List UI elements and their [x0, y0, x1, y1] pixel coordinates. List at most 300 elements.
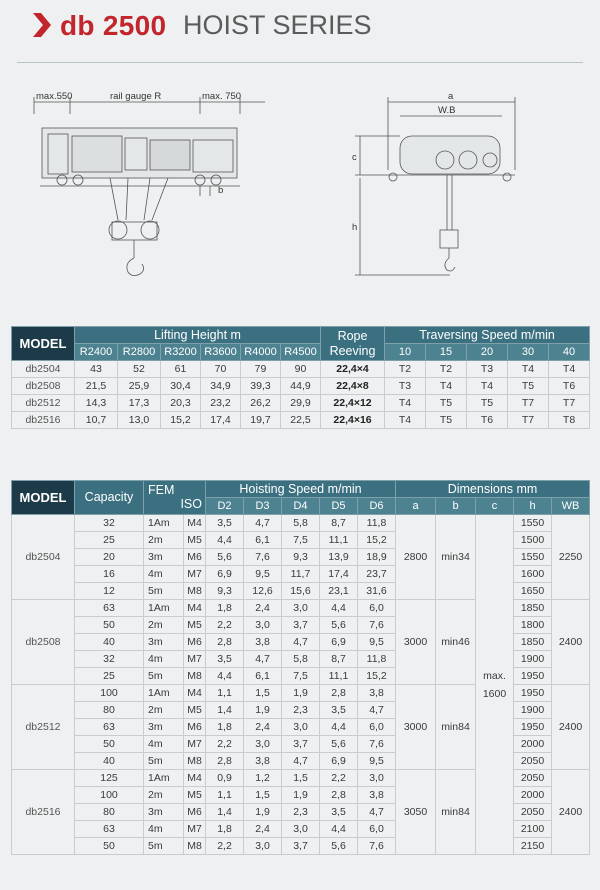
- t1-lift-cell: 43: [75, 361, 118, 378]
- t2-hoist-cell: 4,4: [206, 668, 244, 685]
- t2-hoist-cell: 4,7: [282, 634, 320, 651]
- t1-lift-col-2: R3200: [161, 344, 201, 361]
- t2-hoist-cell: 4,7: [358, 804, 396, 821]
- t2-hoist-col-2: D4: [282, 498, 320, 515]
- dim-max-left: max.550: [36, 91, 73, 102]
- t2-capacity-cell: 32: [75, 651, 144, 668]
- t1-lift-cell: 17,3: [118, 395, 161, 412]
- t2-hoist-cell: 3,0: [282, 719, 320, 736]
- t2-hoist-cell: 17,4: [320, 566, 358, 583]
- t2-dim-b-cell: min84: [436, 685, 476, 770]
- t1-speed-cell: T5: [426, 395, 467, 412]
- t2-dim-h-cell: 2050: [514, 770, 552, 787]
- t2-fem-cell: 3m: [144, 719, 184, 736]
- t1-lift-cell: 44,9: [281, 378, 321, 395]
- t2-capacity-cell: 125: [75, 770, 144, 787]
- t2-iso-cell: M8: [184, 668, 206, 685]
- t2-iso-cell: M7: [184, 566, 206, 583]
- t2-hoist-cell: 3,0: [244, 617, 282, 634]
- t2-hoist-cell: 3,7: [282, 838, 320, 855]
- t1-lift-cell: 14,3: [75, 395, 118, 412]
- t1-model-cell: db2508: [12, 378, 75, 395]
- t2-dim-a-cell: 3000: [396, 685, 436, 770]
- t2-dim-b-cell: min84: [436, 770, 476, 855]
- t1-model-cell: db2504: [12, 361, 75, 378]
- t1-lift-cell: 39,3: [241, 378, 281, 395]
- t2-hoist-cell: 3,8: [358, 685, 396, 702]
- t2-hoist-cell: 7,6: [358, 838, 396, 855]
- t2-hoisting-header: Hoisting Speed m/min: [206, 481, 396, 498]
- t2-hoist-cell: 1,1: [206, 685, 244, 702]
- t2-hoist-cell: 2,3: [282, 804, 320, 821]
- t1-lift-cell: 70: [201, 361, 241, 378]
- t2-hoist-cell: 3,5: [320, 804, 358, 821]
- t2-dim-h-cell: 1950: [514, 668, 552, 685]
- dim-c: c: [352, 152, 357, 163]
- t2-hoist-cell: 23,7: [358, 566, 396, 583]
- t2-hoist-cell: 4,7: [282, 753, 320, 770]
- t2-hoist-cell: 4,4: [320, 600, 358, 617]
- t2-iso-cell: M6: [184, 549, 206, 566]
- t1-speed-cell: T7: [508, 412, 549, 429]
- t2-dim-h-cell: 2150: [514, 838, 552, 855]
- t2-hoist-cell: 1,5: [244, 685, 282, 702]
- t2-hoist-cell: 13,9: [320, 549, 358, 566]
- t1-lift-cell: 17,4: [201, 412, 241, 429]
- t2-hoist-cell: 3,0: [244, 838, 282, 855]
- t1-speed-cell: T4: [508, 361, 549, 378]
- t2-fem-cell: 1Am: [144, 770, 184, 787]
- t1-model-header: MODEL: [12, 327, 75, 361]
- t2-iso-cell: M8: [184, 838, 206, 855]
- t2-fem-cell: 5m: [144, 668, 184, 685]
- t1-lift-col-5: R4500: [281, 344, 321, 361]
- t2-hoist-cell: 4,4: [206, 532, 244, 549]
- t2-hoist-cell: 1,4: [206, 804, 244, 821]
- lifting-height-table: [11, 326, 590, 429]
- t2-hoist-cell: 31,6: [358, 583, 396, 600]
- t1-speed-cell: T8: [549, 412, 590, 429]
- t2-capacity-cell: 100: [75, 685, 144, 702]
- t2-hoist-cell: 4,4: [320, 821, 358, 838]
- t2-hoist-cell: 5,6: [206, 549, 244, 566]
- t1-lift-cell: 52: [118, 361, 161, 378]
- t2-dim-col-1: b: [436, 498, 476, 515]
- t2-hoist-cell: 9,3: [282, 549, 320, 566]
- t2-iso-cell: M6: [184, 634, 206, 651]
- t2-hoist-cell: 6,9: [206, 566, 244, 583]
- t2-hoist-cell: 1,8: [206, 719, 244, 736]
- t2-hoist-cell: 11,1: [320, 532, 358, 549]
- t2-hoist-cell: 2,3: [282, 702, 320, 719]
- t2-iso-cell: M5: [184, 532, 206, 549]
- t2-capacity-cell: 25: [75, 532, 144, 549]
- t2-dim-h-cell: 1950: [514, 685, 552, 702]
- t2-hoist-cell: 3,0: [282, 821, 320, 838]
- t2-dimensions-header: Dimensions mm: [396, 481, 590, 498]
- t2-hoist-cell: 5,6: [320, 838, 358, 855]
- t2-dim-wb-cell: 2400: [552, 600, 590, 685]
- t2-dim-h-cell: 1650: [514, 583, 552, 600]
- t1-lift-cell: 15,2: [161, 412, 201, 429]
- t2-dim-h-cell: 2050: [514, 804, 552, 821]
- t2-hoist-cell: 9,5: [358, 753, 396, 770]
- t2-fem-cell: 2m: [144, 617, 184, 634]
- t2-hoist-cell: 7,6: [358, 736, 396, 753]
- t1-speed-cell: T2: [385, 361, 426, 378]
- t2-hoist-cell: 15,2: [358, 532, 396, 549]
- t2-hoist-cell: 5,8: [282, 651, 320, 668]
- t2-dim-h-cell: 1850: [514, 634, 552, 651]
- t2-hoist-cell: 6,0: [358, 600, 396, 617]
- t1-speed-col-1: 15: [426, 344, 467, 361]
- t1-lift-col-0: R2400: [75, 344, 118, 361]
- t1-speed-col-0: 10: [385, 344, 426, 361]
- t2-hoist-cell: 7,6: [244, 549, 282, 566]
- t1-speed-cell: T3: [385, 378, 426, 395]
- dim-rail-gauge: rail gauge R: [110, 91, 162, 102]
- t1-lift-cell: 30,4: [161, 378, 201, 395]
- t2-hoist-cell: 3,8: [244, 634, 282, 651]
- dim-wb: W.B: [438, 105, 456, 116]
- t2-fem-cell: 5m: [144, 753, 184, 770]
- t1-rope-header-line2: Reeving: [329, 343, 376, 358]
- hoisting-speed-table: [11, 480, 590, 855]
- t2-hoist-cell: 3,5: [320, 702, 358, 719]
- t2-iso-cell: M8: [184, 753, 206, 770]
- t2-hoist-cell: 4,7: [244, 515, 282, 532]
- dim-h: h: [352, 222, 358, 233]
- t2-hoist-cell: 2,8: [320, 685, 358, 702]
- t2-hoist-cell: 15,2: [358, 668, 396, 685]
- t2-hoist-cell: 6,1: [244, 668, 282, 685]
- t2-hoist-cell: 8,7: [320, 651, 358, 668]
- t2-hoist-cell: 0,9: [206, 770, 244, 787]
- t2-hoist-col-3: D5: [320, 498, 358, 515]
- t2-iso-cell: M6: [184, 804, 206, 821]
- t1-speed-cell: T5: [467, 395, 508, 412]
- t2-capacity-cell: 32: [75, 515, 144, 532]
- t2-hoist-cell: 1,8: [206, 600, 244, 617]
- t2-fem-cell: 1Am: [144, 600, 184, 617]
- t2-hoist-col-4: D6: [358, 498, 396, 515]
- t2-hoist-cell: 9,5: [244, 566, 282, 583]
- t1-lift-cell: 19,7: [241, 412, 281, 429]
- t1-lift-col-4: R4000: [241, 344, 281, 361]
- t2-dim-a-cell: 3000: [396, 600, 436, 685]
- t2-hoist-cell: 5,6: [320, 617, 358, 634]
- t1-speed-cell: T4: [385, 412, 426, 429]
- t2-hoist-cell: 3,0: [358, 770, 396, 787]
- t2-capacity-cell: 80: [75, 804, 144, 821]
- t2-iso-cell: M7: [184, 736, 206, 753]
- t2-hoist-cell: 2,2: [320, 770, 358, 787]
- t1-speed-cell: T3: [467, 361, 508, 378]
- t2-dim-a-cell: 3050: [396, 770, 436, 855]
- t1-model-cell: db2516: [12, 412, 75, 429]
- t2-hoist-cell: 11,7: [282, 566, 320, 583]
- t2-capacity-cell: 12: [75, 583, 144, 600]
- t2-iso-cell: M7: [184, 651, 206, 668]
- t2-capacity-cell: 63: [75, 719, 144, 736]
- table-row: [12, 361, 590, 378]
- t1-speed-cell: T4: [385, 395, 426, 412]
- t2-capacity-header: Capacity: [75, 481, 144, 515]
- t2-dim-h-cell: 1900: [514, 651, 552, 668]
- t2-fem-iso-header: [144, 481, 206, 515]
- t1-speed-cell: T4: [426, 378, 467, 395]
- t2-hoist-cell: 3,8: [358, 787, 396, 804]
- t2-dim-h-cell: 1550: [514, 549, 552, 566]
- t2-fem-cell: 3m: [144, 804, 184, 821]
- t2-hoist-cell: 5,8: [282, 515, 320, 532]
- t2-hoist-cell: 15,6: [282, 583, 320, 600]
- t2-dim-col-2: c: [476, 498, 514, 515]
- t2-dim-wb-cell: 2400: [552, 685, 590, 770]
- t1-speed-cell: T2: [426, 361, 467, 378]
- t2-fem-cell: 2m: [144, 702, 184, 719]
- t2-hoist-col-1: D3: [244, 498, 282, 515]
- t2-capacity-cell: 100: [75, 787, 144, 804]
- t2-hoist-cell: 5,6: [320, 736, 358, 753]
- t2-hoist-cell: 2,4: [244, 719, 282, 736]
- t2-hoist-cell: 2,2: [206, 838, 244, 855]
- t2-dim-h-cell: 1500: [514, 532, 552, 549]
- t1-lift-cell: 13,0: [118, 412, 161, 429]
- t2-model-cell: db2516: [12, 770, 75, 855]
- t1-lift-cell: 26,2: [241, 395, 281, 412]
- t2-iso-header: ISO: [180, 497, 202, 511]
- t2-capacity-cell: 50: [75, 736, 144, 753]
- t2-hoist-cell: 23,1: [320, 583, 358, 600]
- t1-speed-col-3: 30: [508, 344, 549, 361]
- t2-hoist-cell: 1,4: [206, 702, 244, 719]
- t1-speed-cell: T5: [508, 378, 549, 395]
- t1-lift-cell: 21,5: [75, 378, 118, 395]
- t2-fem-cell: 3m: [144, 549, 184, 566]
- t1-rope-header-line1: Rope: [337, 328, 368, 343]
- t2-hoist-cell: 2,4: [244, 600, 282, 617]
- t2-iso-cell: M4: [184, 515, 206, 532]
- t2-hoist-cell: 11,1: [320, 668, 358, 685]
- t1-speed-cell: T7: [508, 395, 549, 412]
- table-row: [12, 395, 590, 412]
- t2-hoist-cell: 1,9: [244, 804, 282, 821]
- t1-rope-cell: 22,4×12: [321, 395, 385, 412]
- t2-hoist-cell: 1,8: [206, 821, 244, 838]
- header-divider: [17, 62, 583, 63]
- t2-hoist-cell: 1,1: [206, 787, 244, 804]
- dim-b: b: [218, 185, 224, 196]
- t2-hoist-cell: 9,3: [206, 583, 244, 600]
- t2-capacity-cell: 50: [75, 617, 144, 634]
- page-title-series: HOIST SERIES: [183, 10, 372, 40]
- t2-model-cell: db2508: [12, 600, 75, 685]
- t1-speed-cell: T4: [467, 378, 508, 395]
- t1-lift-cell: 20,3: [161, 395, 201, 412]
- t1-speed-col-2: 20: [467, 344, 508, 361]
- t2-dim-wb-cell: 2400: [552, 770, 590, 855]
- t2-hoist-cell: 1,2: [244, 770, 282, 787]
- t2-dim-c-cell: [476, 515, 514, 855]
- t2-hoist-col-0: D2: [206, 498, 244, 515]
- t2-dim-wb-cell: 2250: [552, 515, 590, 600]
- t1-lift-cell: 90: [281, 361, 321, 378]
- t1-rope-header: [321, 327, 385, 361]
- t2-fem-cell: 4m: [144, 821, 184, 838]
- t2-hoist-cell: 6,9: [320, 753, 358, 770]
- dim-max-right: max. 750: [202, 91, 242, 102]
- t2-fem-cell: 4m: [144, 566, 184, 583]
- t1-rope-cell: 22,4×16: [321, 412, 385, 429]
- t1-rope-cell: 22,4×4: [321, 361, 385, 378]
- t2-capacity-cell: 25: [75, 668, 144, 685]
- t2-dim-h-cell: 1950: [514, 719, 552, 736]
- t2-model-cell: db2504: [12, 515, 75, 600]
- t2-hoist-cell: 3,5: [206, 515, 244, 532]
- t2-dim-h-cell: 2000: [514, 787, 552, 804]
- t2-hoist-cell: 18,9: [358, 549, 396, 566]
- t1-lift-cell: 61: [161, 361, 201, 378]
- t2-hoist-cell: 3,8: [244, 753, 282, 770]
- table-row: [12, 412, 590, 429]
- t2-hoist-cell: 1,9: [282, 787, 320, 804]
- t2-dim-h-cell: 1850: [514, 600, 552, 617]
- t2-hoist-cell: 2,2: [206, 736, 244, 753]
- t2-hoist-cell: 4,7: [244, 651, 282, 668]
- t2-dim-b-cell: min34: [436, 515, 476, 600]
- t2-dim-h-cell: 1800: [514, 617, 552, 634]
- t1-speed-cell: T5: [426, 412, 467, 429]
- t2-hoist-cell: 3,7: [282, 617, 320, 634]
- t2-hoist-cell: 7,5: [282, 668, 320, 685]
- t2-model-header: MODEL: [12, 481, 75, 515]
- t2-capacity-cell: 63: [75, 821, 144, 838]
- t2-hoist-cell: 3,5: [206, 651, 244, 668]
- t2-fem-cell: 2m: [144, 532, 184, 549]
- t1-speed-cell: T6: [467, 412, 508, 429]
- t2-dim-h-cell: 1550: [514, 515, 552, 532]
- t2-capacity-cell: 40: [75, 634, 144, 651]
- t1-lift-cell: 23,2: [201, 395, 241, 412]
- t2-hoist-cell: 2,4: [244, 821, 282, 838]
- t2-dim-c-line2: 1600: [482, 687, 507, 700]
- dim-a: a: [448, 91, 454, 102]
- t2-fem-cell: 5m: [144, 838, 184, 855]
- t2-iso-cell: M6: [184, 719, 206, 736]
- t2-iso-cell: M5: [184, 702, 206, 719]
- t2-fem-cell: 3m: [144, 634, 184, 651]
- t1-rope-cell: 22,4×8: [321, 378, 385, 395]
- t2-hoist-cell: 7,6: [358, 617, 396, 634]
- t2-hoist-cell: 6,1: [244, 532, 282, 549]
- t2-capacity-cell: 16: [75, 566, 144, 583]
- t2-dim-h-cell: 1900: [514, 702, 552, 719]
- t2-dim-h-cell: 2100: [514, 821, 552, 838]
- t1-speed-cell: T4: [549, 361, 590, 378]
- t1-lift-cell: 10,7: [75, 412, 118, 429]
- t1-lift-col-3: R3600: [201, 344, 241, 361]
- t2-hoist-cell: 9,5: [358, 634, 396, 651]
- t2-dim-col-0: a: [396, 498, 436, 515]
- hoist-technical-drawing: [0, 80, 600, 310]
- t2-iso-cell: M4: [184, 685, 206, 702]
- t2-hoist-cell: 3,0: [244, 736, 282, 753]
- t1-lift-cell: 22,5: [281, 412, 321, 429]
- t1-lifting-header: Lifting Height m: [75, 327, 321, 344]
- t2-dim-col-3: h: [514, 498, 552, 515]
- t1-lift-col-1: R2800: [118, 344, 161, 361]
- t2-hoist-cell: 3,0: [282, 600, 320, 617]
- t1-lift-cell: 29,9: [281, 395, 321, 412]
- t2-iso-cell: M5: [184, 787, 206, 804]
- t2-iso-cell: M5: [184, 617, 206, 634]
- t2-hoist-cell: 2,8: [206, 634, 244, 651]
- t1-speed-cell: T6: [549, 378, 590, 395]
- t2-fem-cell: 5m: [144, 583, 184, 600]
- t2-dim-h-cell: 2000: [514, 736, 552, 753]
- t2-hoist-cell: 1,5: [244, 787, 282, 804]
- t2-hoist-cell: 11,8: [358, 651, 396, 668]
- t1-lift-cell: 25,9: [118, 378, 161, 395]
- t2-capacity-cell: 80: [75, 702, 144, 719]
- t2-dim-c-line1: max.: [483, 669, 506, 682]
- t2-hoist-cell: 11,8: [358, 515, 396, 532]
- t2-dim-b-cell: min46: [436, 600, 476, 685]
- t2-fem-cell: 4m: [144, 736, 184, 753]
- t2-hoist-cell: 1,9: [244, 702, 282, 719]
- page-header: [0, 0, 600, 60]
- t2-iso-cell: M7: [184, 821, 206, 838]
- t2-capacity-cell: 40: [75, 753, 144, 770]
- t2-capacity-cell: 63: [75, 600, 144, 617]
- t2-hoist-cell: 4,7: [358, 702, 396, 719]
- t2-iso-cell: M4: [184, 770, 206, 787]
- t2-hoist-cell: 1,5: [282, 770, 320, 787]
- t2-hoist-cell: 6,9: [320, 634, 358, 651]
- t2-iso-cell: M4: [184, 600, 206, 617]
- page-title-model: db 2500: [60, 10, 167, 41]
- t2-hoist-cell: 6,0: [358, 719, 396, 736]
- t1-lift-cell: 79: [241, 361, 281, 378]
- t2-capacity-cell: 50: [75, 838, 144, 855]
- t2-fem-cell: 1Am: [144, 515, 184, 532]
- t1-lift-cell: 34,9: [201, 378, 241, 395]
- t2-fem-header: FEM: [148, 483, 175, 497]
- t1-speed-col-4: 40: [549, 344, 590, 361]
- t2-hoist-cell: 3,7: [282, 736, 320, 753]
- t2-dim-h-cell: 2050: [514, 753, 552, 770]
- t2-hoist-cell: 1,9: [282, 685, 320, 702]
- t2-fem-cell: 1Am: [144, 685, 184, 702]
- t2-iso-cell: M8: [184, 583, 206, 600]
- t2-hoist-cell: 7,5: [282, 532, 320, 549]
- t1-speed-cell: T7: [549, 395, 590, 412]
- t2-dim-col-4: WB: [552, 498, 590, 515]
- t1-traversing-header: Traversing Speed m/min: [385, 327, 590, 344]
- t2-hoist-cell: 2,8: [320, 787, 358, 804]
- t2-model-cell: db2512: [12, 685, 75, 770]
- t2-dim-a-cell: 2800: [396, 515, 436, 600]
- table-row: [12, 378, 590, 395]
- t2-fem-cell: 2m: [144, 787, 184, 804]
- t2-hoist-cell: 2,2: [206, 617, 244, 634]
- t2-hoist-cell: 12,6: [244, 583, 282, 600]
- t2-hoist-cell: 2,8: [206, 753, 244, 770]
- t2-hoist-cell: 4,4: [320, 719, 358, 736]
- table-row: [12, 515, 590, 532]
- t2-dim-h-cell: 1600: [514, 566, 552, 583]
